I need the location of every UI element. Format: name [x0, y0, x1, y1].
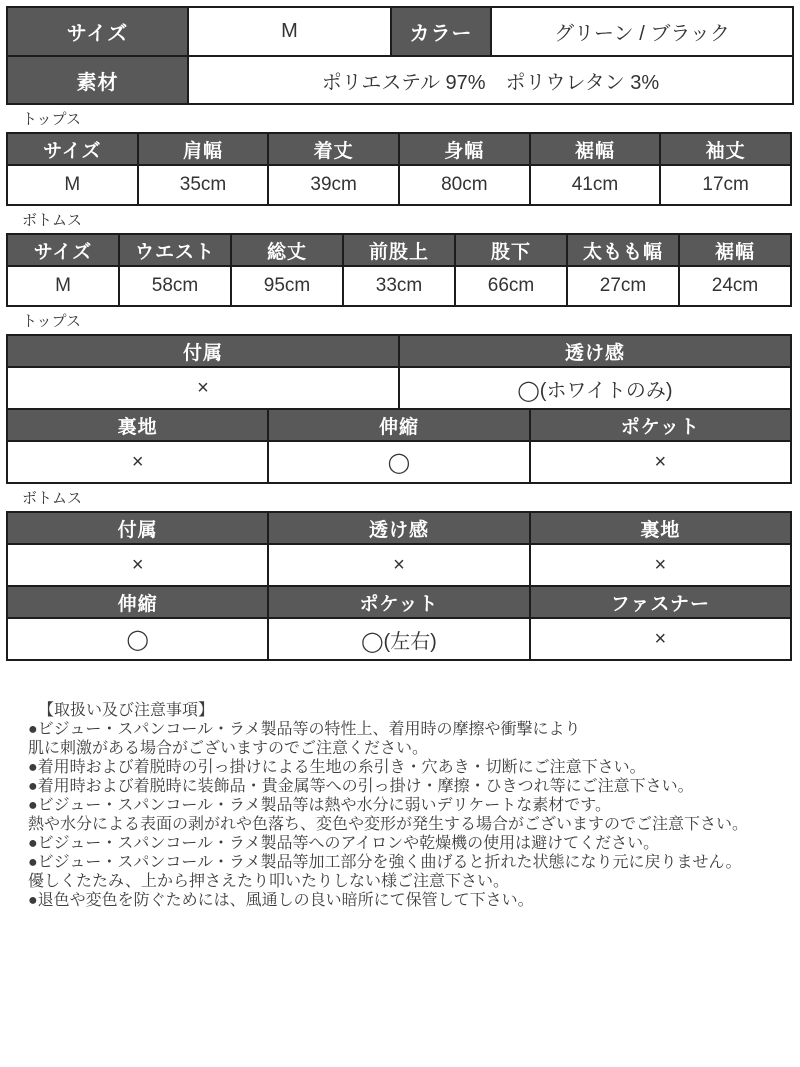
column-header: 股下 [455, 234, 567, 266]
feature-value: × [268, 544, 529, 586]
column-header: 裾幅 [679, 234, 791, 266]
feature-value: ◯(左右) [268, 618, 529, 660]
column-header: 太もも幅 [567, 234, 679, 266]
measurement-value: 58cm [119, 266, 231, 306]
bottoms-section-label: ボトムス [22, 212, 83, 229]
measurement-value: 41cm [530, 165, 661, 205]
feature-value: × [7, 441, 268, 483]
column-header: 前股上 [343, 234, 455, 266]
measurement-value: 33cm [343, 266, 455, 306]
tops-features-table [6, 334, 792, 484]
feature-value: ◯(ホワイトのみ) [399, 367, 791, 409]
measurement-value: 39cm [268, 165, 399, 205]
tops-section-label: トップス [22, 313, 81, 330]
column-header: ウエスト [119, 234, 231, 266]
feature-header: 透け感 [268, 512, 529, 544]
column-header: 裾幅 [530, 133, 661, 165]
handling-note-line: ●ビジュー・スパンコール・ラメ製品等加工部分を強く曲げると折れた状態になり元に戻りません。 [28, 854, 742, 871]
feature-header: 透け感 [399, 335, 791, 367]
feature-header: 伸縮 [7, 586, 268, 618]
measurement-value: 27cm [567, 266, 679, 306]
bottoms-section-label: ボトムス [22, 490, 83, 507]
measurement-value: 66cm [455, 266, 567, 306]
measurement-value: 17cm [660, 165, 791, 205]
measurement-value: 35cm [138, 165, 269, 205]
handling-notes [28, 701, 762, 910]
measurement-value: 24cm [679, 266, 791, 306]
handling-note-line: 熱や水分による表面の剥がれや色落ち、変色や変形が発生する場合がございますのでご注意下さい。 [28, 816, 749, 833]
handling-notes-title: 【取扱い及び注意事項】 [38, 702, 215, 719]
handling-note-line: ●退色や変色を防ぐためには、風通しの良い暗所にて保管して下さい。 [28, 892, 534, 909]
measurement-value: M [7, 165, 138, 205]
feature-value: × [530, 618, 791, 660]
handling-note-line: ●ビジュー・スパンコール・ラメ製品等は熱や水分に弱いデリケートな素材です。 [28, 797, 611, 814]
feature-header: ポケット [530, 409, 791, 441]
tops-measurements-table [6, 132, 792, 206]
feature-value: ◯ [268, 441, 529, 483]
feature-header: ポケット [268, 586, 529, 618]
color-label-cell: カラー [391, 7, 491, 56]
column-header: 肩幅 [138, 133, 269, 165]
feature-header: 裏地 [7, 409, 268, 441]
column-header: 袖丈 [660, 133, 791, 165]
size-value-cell: M [188, 7, 391, 56]
handling-note-line: ●着用時および着脱時に装飾品・貴金属等への引っ掛け・摩擦・ひきつれ等にご注意下さい。 [28, 778, 694, 795]
feature-header: 伸縮 [268, 409, 529, 441]
material-value-cell: ポリエステル 97% ポリウレタン 3% [188, 56, 793, 104]
handling-note-line: 肌に刺激がある場合がございますのでご注意ください。 [28, 740, 429, 757]
handling-note-line: ●ビジュー・スパンコール・ラメ製品等の特性上、着用時の摩擦や衝撃により [28, 721, 581, 738]
feature-value: × [7, 544, 268, 586]
handling-note-line: ●着用時および着脱時の引っ掛けによる生地の糸引き・穴あき・切断にご注意下さい。 [28, 759, 646, 776]
handling-note-line: 優しくたたみ、上から押さえたり叩いたりしない様ご注意下さい。 [28, 873, 509, 890]
feature-value: × [530, 441, 791, 483]
measurement-value: 80cm [399, 165, 530, 205]
size-label-cell: サイズ [7, 7, 188, 56]
tops-section-label: トップス [22, 111, 81, 128]
feature-value: × [530, 544, 791, 586]
feature-header: 付属 [7, 512, 268, 544]
feature-header: ファスナー [530, 586, 791, 618]
measurement-value: M [7, 266, 119, 306]
column-header: サイズ [7, 133, 138, 165]
column-header: 身幅 [399, 133, 530, 165]
summary-table [6, 6, 794, 105]
column-header: サイズ [7, 234, 119, 266]
bottoms-features-table [6, 511, 792, 661]
feature-value: × [7, 367, 399, 409]
color-value-cell: グリーン / ブラック [491, 7, 793, 56]
feature-header: 付属 [7, 335, 399, 367]
feature-header: 裏地 [530, 512, 791, 544]
column-header: 着丈 [268, 133, 399, 165]
measurement-value: 95cm [231, 266, 343, 306]
bottoms-measurements-table [6, 233, 792, 307]
material-label-cell: 素材 [7, 56, 188, 104]
handling-note-line: ●ビジュー・スパンコール・ラメ製品等へのアイロンや乾燥機の使用は避けてください。 [28, 835, 660, 852]
feature-value: ◯ [7, 618, 268, 660]
column-header: 総丈 [231, 234, 343, 266]
